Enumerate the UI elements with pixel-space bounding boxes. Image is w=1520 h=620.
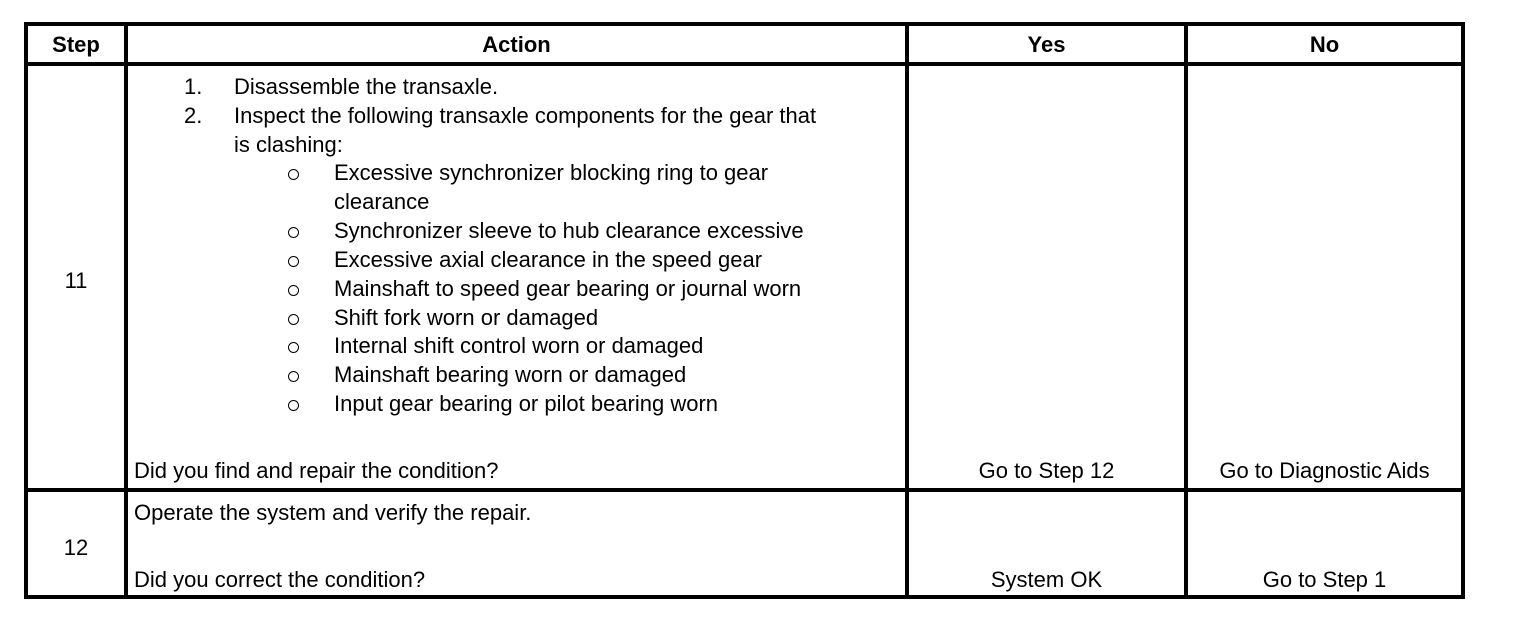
numbered-item: 1. Disassemble the transaxle. (184, 74, 499, 99)
list-item: Excessive axial clearance in the speed gear (334, 246, 804, 275)
numbered-item: 2. Inspect the following transaxle components for the gear that (184, 103, 817, 128)
list-item: Input gear bearing or pilot bearing worn (334, 390, 804, 419)
yes-result: System OK (990, 567, 1103, 592)
yes-result: Go to Step 12 (978, 458, 1115, 483)
no-result: Go to Step 1 (1262, 567, 1387, 592)
list-item: Internal shift control worn or damaged (334, 332, 804, 361)
step-number: 12 (63, 535, 89, 560)
column-divider (905, 26, 909, 595)
list-item: Mainshaft bearing worn or damaged (334, 361, 804, 390)
list-item: Shift fork worn or damaged (334, 304, 804, 333)
diagnostic-table (24, 22, 1465, 599)
circle-bullet-icon (288, 371, 299, 382)
instruction: Operate the system and verify the repair. (134, 500, 532, 525)
header-step: Step (52, 32, 100, 57)
component-list (334, 159, 804, 419)
header-no: No (1309, 32, 1340, 57)
row-divider (28, 488, 1461, 492)
step-number: 11 (64, 268, 88, 293)
circle-bullet-icon (288, 227, 299, 238)
circle-bullet-icon (288, 342, 299, 353)
list-item-continuation: clearance (334, 188, 430, 214)
list-item: Excessive synchronizer blocking ring to gear (334, 159, 804, 188)
no-result: Go to Diagnostic Aids (1219, 458, 1430, 483)
circle-bullet-icon (288, 400, 299, 411)
circle-bullet-icon (288, 169, 299, 180)
numbered-item-continuation: is clashing: (234, 132, 343, 157)
list-item: Mainshaft to speed gear bearing or journal worn (334, 275, 804, 304)
circle-bullet-icon (288, 314, 299, 325)
column-divider (124, 26, 128, 595)
circle-bullet-icon (288, 256, 299, 267)
list-item: Synchronizer sleeve to hub clearance excessive (334, 217, 804, 246)
question: Did you find and repair the condition? (134, 458, 499, 483)
item-number: 2. (184, 103, 203, 128)
question: Did you correct the condition? (134, 567, 426, 592)
circle-bullet-icon (288, 285, 299, 296)
column-divider (1184, 26, 1188, 595)
header-action: Action (482, 32, 551, 57)
header-yes: Yes (1027, 32, 1066, 57)
row-divider (28, 62, 1461, 66)
item-number: 1. (184, 74, 203, 99)
